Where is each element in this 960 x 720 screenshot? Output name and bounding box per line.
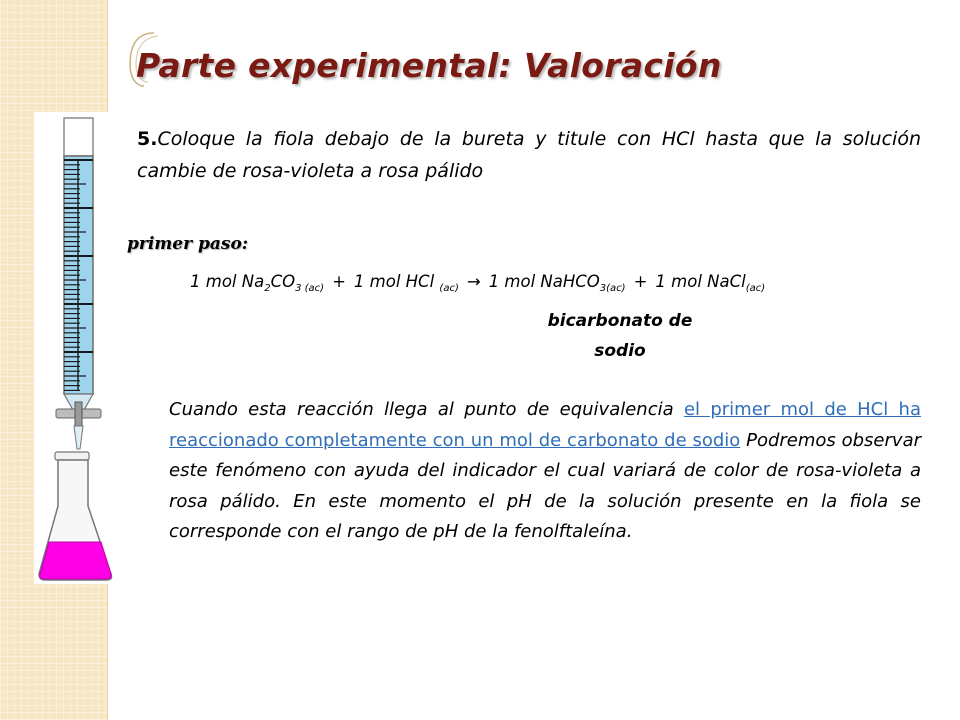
product-2: 1 mol NaCl$_{(ac)}$ <box>655 272 766 294</box>
paragraph-intro: Cuando esta reacción llega al punto de equivalencia <box>169 399 684 420</box>
plus-sign: + <box>633 272 648 291</box>
product-1: 1 mol NaHCO$_{3(ac)}$ <box>488 272 626 294</box>
chemical-equation <box>190 272 765 294</box>
step-text: Coloque la fiola debajo de la bureta y titule con HCl hasta que la solución cambie de rosa-violeta a rosa pálido <box>137 128 921 182</box>
explanation-paragraph <box>169 395 921 548</box>
reactant-2: 1 mol HCl $_{(ac)}$ <box>353 272 459 294</box>
plus-sign: + <box>332 272 346 291</box>
hyperlink-text[interactable]: el primer mol de HCl ha reaccionado completamente con un mol de carbonato de sodio <box>169 399 921 451</box>
product-label: bicarbonato de sodio <box>547 311 693 361</box>
titration-apparatus <box>34 112 120 584</box>
step-instruction <box>137 123 921 187</box>
step-label: primer paso: <box>127 234 249 254</box>
step-number: 5. <box>137 128 158 150</box>
paragraph-rest: Podremos observar este fenómeno con ayuda del indicador el cual variará de color de rosa-violeta a rosa pálido. En este momento el pH de la solución presente en la fiola se corresponde con el rango de pH de la fenolftaleína. <box>169 429 921 542</box>
page-title: Parte experimental: Valoración <box>136 46 722 85</box>
reaction-arrow-icon: → <box>466 272 481 291</box>
reactant-1: 1 mol $Na_2CO_{3 (ac)}$ <box>190 272 325 294</box>
